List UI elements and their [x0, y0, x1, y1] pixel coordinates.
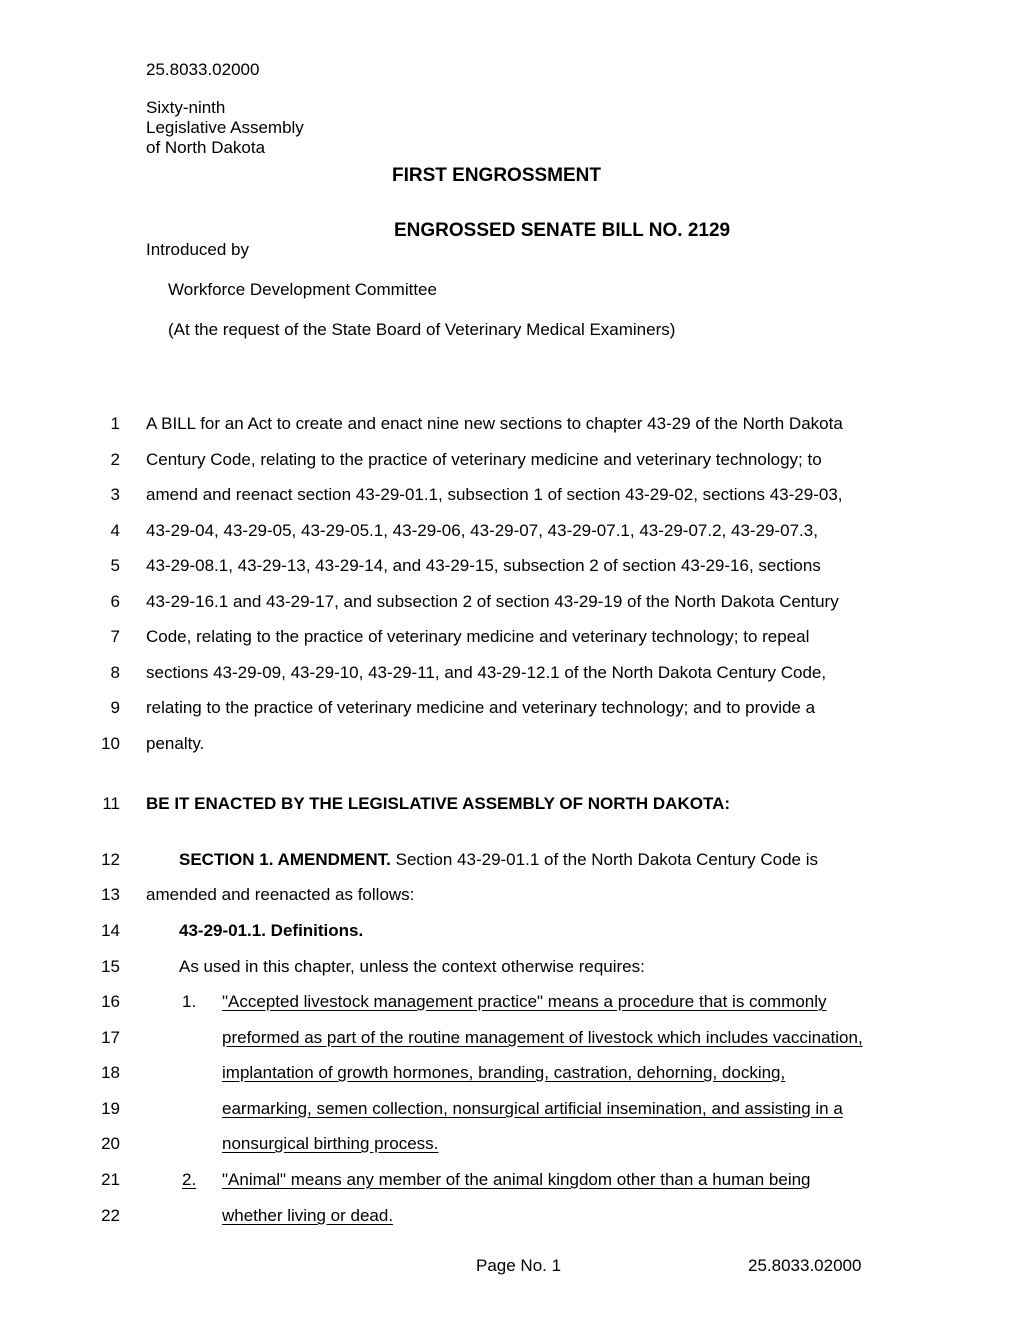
line-number: 21	[101, 1170, 120, 1189]
line-number: 10	[101, 734, 120, 753]
section-text: Section 43-29-01.1 of the North Dakota Century Code is	[390, 850, 819, 869]
line-number: 22	[101, 1206, 120, 1225]
line-number: 1	[110, 414, 120, 433]
bill-text-line: 43-29-16.1 and 43-29-17, and subsection 2 of section 43-29-19 of the North Dakota Century	[146, 592, 839, 611]
line-number: 18	[101, 1063, 120, 1082]
bill-title: ENGROSSED SENATE BILL NO. 2129	[394, 220, 731, 241]
bill-text-line: Century Code, relating to the practice of veterinary medicine and veterinary technology; to	[146, 450, 822, 469]
introduced-by-label: Introduced by	[146, 240, 250, 259]
line-number: 3	[110, 485, 120, 504]
committee-name: Workforce Development Committee	[168, 280, 437, 299]
definitions-heading: 43-29-01.1. Definitions.	[179, 921, 364, 940]
inserted-text-line: "Animal" means any member of the animal kingdom other than a human being	[222, 1170, 811, 1189]
line-number: 11	[102, 794, 120, 813]
section-label: SECTION 1. AMENDMENT.	[179, 850, 391, 869]
line-number: 12	[101, 850, 120, 869]
assembly-line-2: Legislative Assembly	[146, 118, 304, 137]
bill-text-line: relating to the practice of veterinary medicine and veterinary technology; and to provide a	[146, 698, 816, 717]
line-number: 9	[110, 698, 120, 717]
assembly-line-1: Sixty-ninth	[146, 98, 226, 117]
line-number: 17	[101, 1028, 120, 1047]
list-marker: 2.	[182, 1170, 197, 1189]
bill-text-line: 43-29-08.1, 43-29-13, 43-29-14, and 43-29-15, subsection 2 of section 43-29-16, sections	[146, 556, 821, 575]
line-number: 15	[101, 957, 120, 976]
line-number: 8	[110, 663, 120, 682]
line-number: 20	[101, 1134, 120, 1153]
bill-text-line: amended and reenacted as follows:	[146, 885, 415, 904]
inserted-text-line: "Accepted livestock management practice" means a procedure that is commonly	[222, 992, 827, 1011]
bill-text-line: As used in this chapter, unless the context otherwise requires:	[179, 957, 645, 976]
list-marker: 1.	[182, 992, 197, 1011]
bill-text-line: amend and reenact section 43-29-01.1, subsection 1 of section 43-29-02, sections 43-29-03,	[146, 485, 843, 504]
page-number: Page No. 1	[476, 1256, 562, 1275]
bill-text-line: 43-29-04, 43-29-05, 43-29-05.1, 43-29-06, 43-29-07, 43-29-07.1, 43-29-07.2, 43-29-07.3,	[146, 521, 818, 540]
engrossment-title: FIRST ENGROSSMENT	[392, 165, 602, 186]
inserted-text-line: whether living or dead.	[222, 1206, 394, 1225]
line-number: 14	[101, 921, 120, 940]
section-heading-line	[179, 849, 818, 871]
inserted-text-line: nonsurgical birthing process.	[222, 1134, 439, 1153]
line-number: 6	[110, 592, 120, 611]
footer-document-id: 25.8033.02000	[748, 1256, 862, 1275]
line-number: 7	[110, 627, 120, 646]
line-number: 4	[110, 521, 120, 540]
bill-text-line: A BILL for an Act to create and enact nine new sections to chapter 43-29 of the North Dakota	[146, 414, 843, 433]
line-number: 2	[110, 450, 120, 469]
line-number: 5	[110, 556, 120, 575]
inserted-text-line: implantation of growth hormones, branding, castration, dehorning, docking,	[222, 1063, 786, 1082]
request-note: (At the request of the State Board of Veterinary Medical Examiners)	[168, 320, 676, 339]
assembly-line-3: of North Dakota	[146, 138, 266, 157]
line-number: 19	[101, 1099, 120, 1118]
line-number: 16	[101, 992, 120, 1011]
enacting-clause: BE IT ENACTED BY THE LEGISLATIVE ASSEMBLY OF NORTH DAKOTA:	[146, 794, 731, 813]
inserted-text-line: preformed as part of the routine management of livestock which includes vaccination,	[222, 1028, 863, 1047]
inserted-text-line: earmarking, semen collection, nonsurgical artificial insemination, and assisting in a	[222, 1099, 843, 1118]
line-number: 13	[101, 885, 120, 904]
document-id: 25.8033.02000	[146, 60, 260, 79]
bill-text-line: Code, relating to the practice of veterinary medicine and veterinary technology; to repeal	[146, 627, 810, 646]
bill-text-line: sections 43-29-09, 43-29-10, 43-29-11, and 43-29-12.1 of the North Dakota Century Code,	[146, 663, 827, 682]
bill-text-line: penalty.	[146, 734, 205, 753]
